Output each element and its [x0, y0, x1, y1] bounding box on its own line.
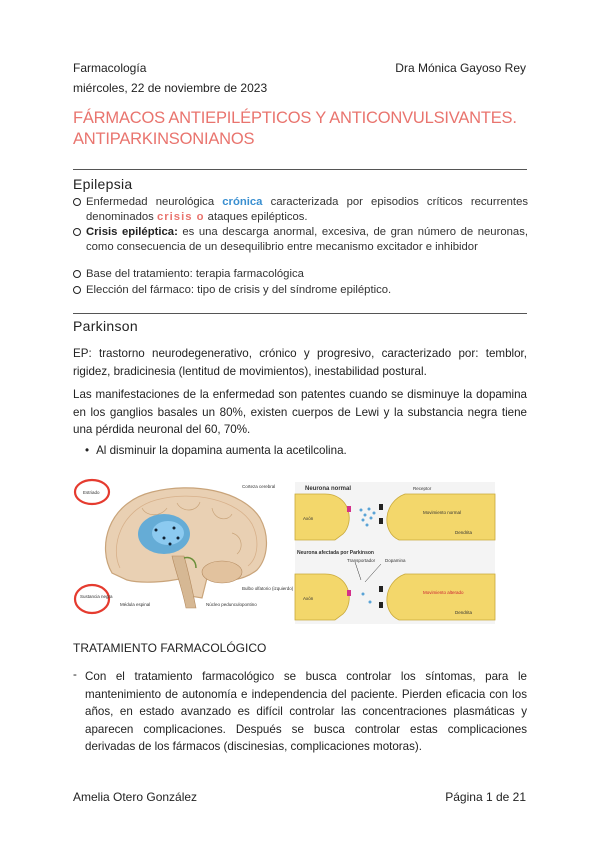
label-nucleo: Núcleo pedunculopontino: [206, 602, 257, 607]
text: Base del tratamiento: terapia farmacológica: [86, 268, 304, 280]
paragraph: Las manifestaciones de la enfermedad son patentes cuando se disminuye la dopamina en los ganglios basales un 80%, existen cuerpos de Lewi y la substancia negra tiene una pérdida neuronal del 60, 70%.: [73, 388, 527, 436]
divider: [73, 313, 527, 314]
label-sustancia-negra: Sustancia negra: [80, 594, 113, 599]
label-axon: Axón: [303, 516, 314, 521]
bullet-dot-icon: •: [85, 444, 90, 457]
dash-bullet-icon: -: [73, 668, 77, 681]
bullet-circle-icon: [73, 286, 81, 294]
footer-name: Amelia Otero González: [73, 790, 198, 804]
header-date: miércoles, 22 de noviembre de 2023: [73, 81, 268, 95]
label-axon-2: Axón: [303, 596, 314, 601]
bullet-circle-icon: [73, 228, 81, 236]
label-medula: Médula espinal: [120, 602, 151, 607]
list-item: [73, 195, 528, 225]
bullet-circle-icon: [73, 270, 81, 278]
label-movimiento-alterado: Movimiento alterado: [423, 590, 464, 595]
title-line-2: ANTIPARKINSONIANOS: [73, 130, 255, 148]
label-dendrita: Dendrita: [455, 530, 473, 535]
brain-illustration: [72, 478, 294, 616]
label-dopamina: Dopamina: [385, 558, 406, 563]
keyword-crisis: crisis o: [156, 211, 205, 223]
text: Elección del fármaco: tipo de crisis y del síndrome epiléptico.: [86, 284, 392, 296]
label-receptor: Receptor: [413, 486, 432, 491]
keyword-cronica: crónica: [222, 196, 263, 208]
section-heading-tratamiento: TRATAMIENTO FARMACOLÓGICO: [73, 641, 267, 655]
label-neurona-afectada: Neurona afectada por Parkinson: [297, 550, 374, 556]
divider: [73, 169, 527, 170]
list-item: [73, 283, 528, 298]
header-subject: Farmacología: [73, 61, 147, 75]
list-item: [85, 444, 347, 457]
label-estriado: Estriado: [83, 490, 100, 495]
label-bulbo: Bulbo olfatorio (izquierdo): [242, 586, 294, 591]
header-author: Dra Mónica Gayoso Rey: [395, 61, 526, 75]
page-title: [73, 108, 543, 150]
bullet-circle-icon: [73, 198, 81, 206]
text: ataques epilépticos.: [204, 211, 308, 223]
list-item: [73, 267, 528, 282]
page-number: Página 1 de 21: [445, 790, 526, 804]
label-transportador: Transportador: [347, 558, 376, 563]
label-corteza: Corteza cerebral: [242, 484, 276, 489]
text: Al disminuir la dopamina aumenta la acetilcolina.: [96, 444, 347, 457]
title-line-1: FÁRMACOS ANTIEPILÉPTICOS Y ANTICONVULSIVANTES.: [73, 109, 517, 127]
section-heading-epilepsia: Epilepsia: [73, 176, 133, 192]
paragraph: Con el tratamiento farmacológico se busca controlar los síntomas, para le mantenimiento de autonomía e independencia del paciente. Pierden eficacia con los años, en estado avanzado es difícil controlar las concentraciones plasmáticas y aparecen complicaciones. Después se busca controlar estas complicaciones derivadas de los fármacos (discinesias, complicaciones motoras).: [85, 670, 527, 753]
label-movimiento-normal: Movimiento normal: [423, 510, 462, 515]
label-dendrita-2: Dendrita: [455, 610, 473, 615]
list-item: [73, 225, 528, 255]
text: es una descarga anormal, excesiva, de gran número de neuronas, como consecuencia de un desequilibrio entre mecanismo excitador e inhibidor: [86, 226, 528, 253]
paragraph: EP: trastorno neurodegenerativo, crónico y progresivo, caracterizado por: temblor, rigidez, bradicinesia (lentitud de movimientos), inestabilidad postural.: [73, 347, 527, 378]
text: caracterizada por episodios críticos recurrentes denominados: [86, 196, 528, 223]
label-neurona-normal: Neurona normal: [305, 486, 352, 492]
text: Enfermedad neurológica: [86, 196, 223, 208]
keyword-crisis-epileptica: Crisis epiléptica:: [86, 226, 178, 238]
section-heading-parkinson: Parkinson: [73, 318, 138, 334]
synapse-illustration: [295, 482, 495, 624]
